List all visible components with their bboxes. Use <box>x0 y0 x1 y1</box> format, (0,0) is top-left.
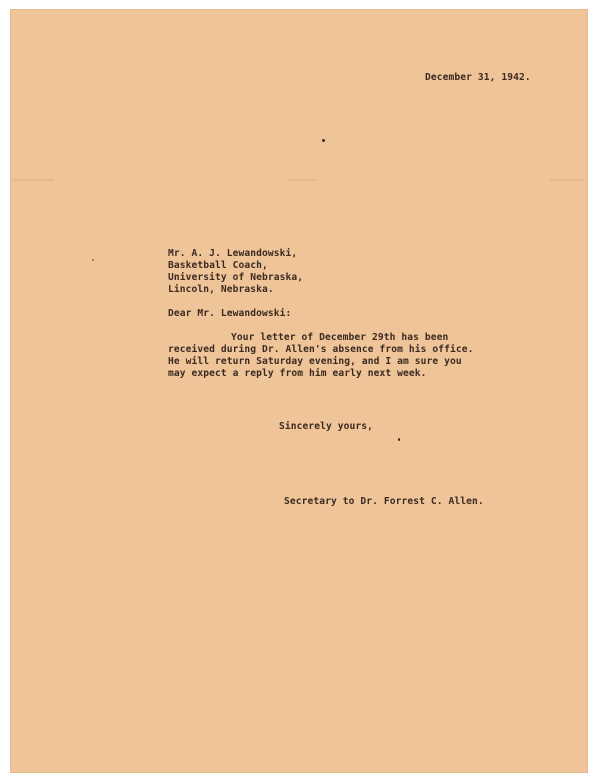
ink-speck <box>92 259 94 261</box>
paper-fold-mark <box>14 179 54 181</box>
body-line: received during Dr. Allen's absence from his office. <box>168 344 474 355</box>
salutation: Dear Mr. Lewandowski: <box>168 308 292 319</box>
letter-page <box>10 9 588 773</box>
address-line: Mr. A. J. Lewandowski, <box>168 248 298 259</box>
body-line: He will return Saturday evening, and I am sure you <box>168 356 462 367</box>
address-line: University of Nebraska, <box>168 272 304 283</box>
address-line: Basketball Coach, <box>168 260 268 271</box>
body-line: may expect a reply from him early next week. <box>168 368 427 379</box>
ink-speck <box>398 438 400 441</box>
letter-date: December 31, 1942. <box>425 72 531 83</box>
ink-speck <box>322 139 325 142</box>
body-line: Your letter of December 29th has been <box>231 332 449 343</box>
address-line: Lincoln, Nebraska. <box>168 284 274 295</box>
paper-fold-mark <box>288 179 316 181</box>
signature-line: Secretary to Dr. Forrest C. Allen. <box>284 496 484 507</box>
closing: Sincerely yours, <box>279 421 374 432</box>
paper-fold-mark <box>550 179 584 181</box>
